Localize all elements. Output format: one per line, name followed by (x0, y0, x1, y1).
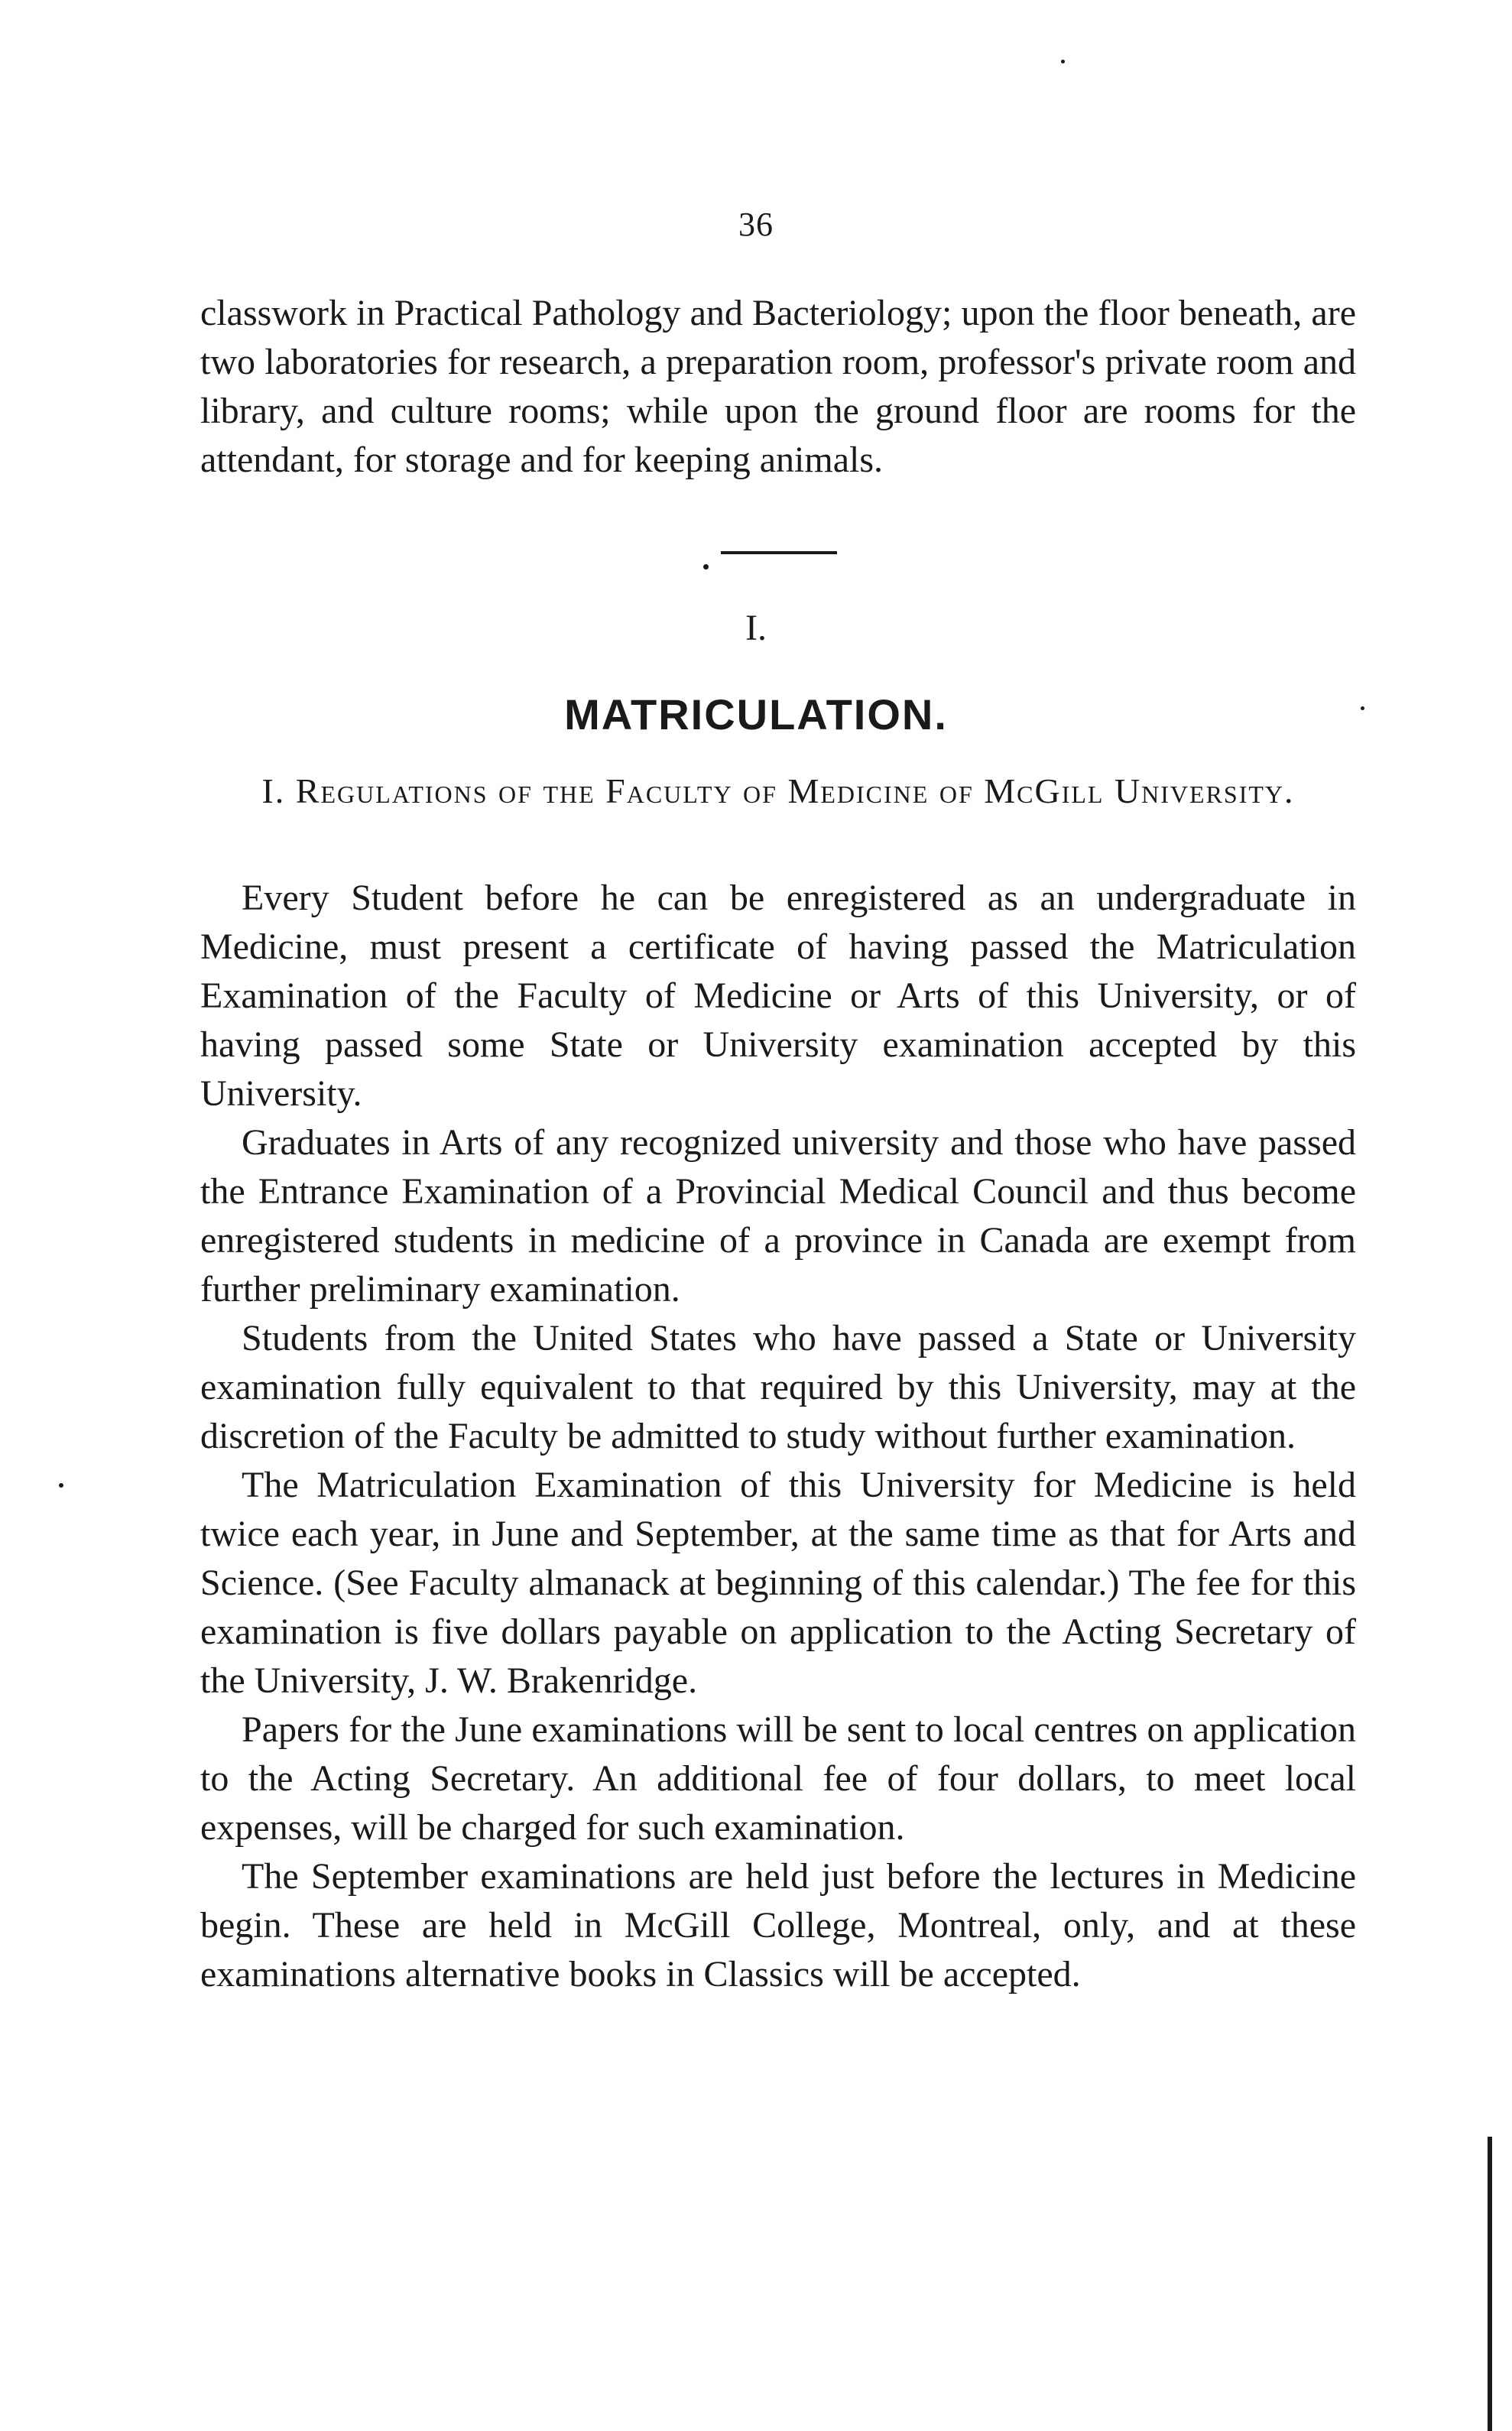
ink-speck (59, 1483, 63, 1488)
page-number: 36 (738, 206, 774, 243)
paragraph: The September examinations are held just before the lectures in Medicine begin. These are held in McGill College, Montreal, only, and at these examinations alternative books in Classics will be accepted. (200, 1856, 1356, 1994)
ink-speck (703, 564, 709, 570)
paragraph: Graduates in Arts of any recognized university and those who have passed the Entrance Examination of a Provincial Medical Council and thus become enregistered students in medicine of a province in Canada are exempt from further preliminary examination. (200, 1122, 1356, 1310)
paragraph: The Matriculation Examination of this University for Medicine is held twice each year, in June and September, at the same time as that for Arts and Science. (See Faculty almanack at beginning of this calendar.) The fee for this examination is five dollars payable on application to the Acting Secretary of the University, J. W. Brakenridge. (200, 1465, 1356, 1701)
body-text (200, 874, 1356, 1999)
section-title: MATRICULATION. (564, 690, 948, 738)
ink-speck (1061, 60, 1065, 63)
ink-speck (1361, 706, 1364, 710)
scan-edge-mark (1488, 2137, 1492, 2431)
paragraph: Students from the United States who have passed a State or University examination fully equivalent to that required by this University, may at the discretion of the Faculty be admitted to study without further examination. (200, 1318, 1356, 1456)
paragraph: Every Student before he can be enregistered as an undergraduate in Medicine, must present a certificate of having passed the Matriculation Examination of the Faculty of Medicine or Arts of this University, or of having passed some State or University examination accepted by this University. (200, 878, 1356, 1114)
section-divider (721, 551, 837, 554)
section-numeral: I. (745, 608, 767, 648)
paragraph: Papers for the June examinations will be sent to local centres on application to the Acting Secretary. An additional fee of four dollars, to meet local expenses, will be charged for such examination. (200, 1709, 1356, 1848)
section-subheading: I. Regulations of the Faculty of Medicine of McGill University. (261, 771, 1295, 810)
intro-paragraph: classwork in Practical Pathology and Bacteriology; upon the floor beneath, are two laboratories for research, a preparation room, professor's private room and library, and culture rooms; while upon the ground floor are rooms for the attendant, for storage and for keeping animals. (200, 293, 1356, 480)
